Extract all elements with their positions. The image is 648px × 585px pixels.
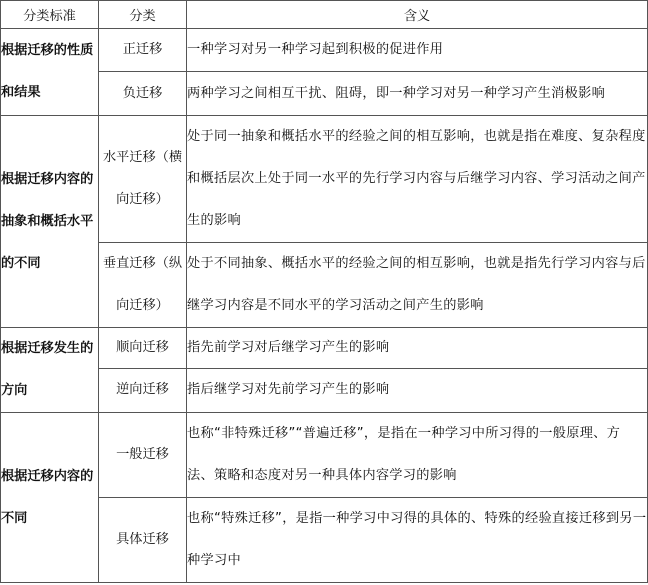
category-label: 正迁移 <box>122 42 163 57</box>
table-row <box>1 368 648 412</box>
category-label: 负迁移 <box>122 85 163 101</box>
table-row <box>1 116 648 243</box>
category-cell <box>99 243 187 328</box>
header-row <box>1 1 648 29</box>
category-cell <box>99 498 187 583</box>
category-cell <box>99 72 187 116</box>
criterion-cell: 根据迁移发生的方向 <box>1 328 99 413</box>
table-row <box>1 328 648 369</box>
table-row <box>1 498 648 583</box>
category-label: 顺向迁移 <box>116 339 169 355</box>
meaning-cell: 指后继学习对先前学习产生的影响 <box>187 368 648 412</box>
category-label: 具体迁移 <box>116 532 169 547</box>
category-cell <box>99 413 187 498</box>
category-cell <box>99 328 187 369</box>
table-row <box>1 243 648 328</box>
meaning-cell: 指先前学习对后继学习产生的影响 <box>187 328 648 369</box>
table-row <box>1 72 648 116</box>
meaning-cell: 也称“非特殊迁移”“普遍迁移”，是指在一种学习中所习得的一般原理、方法、策略和态度对另一种具体内容学习的影响 <box>187 413 648 498</box>
header-criterion: 分类标准 <box>1 1 99 29</box>
header-category: 分类 <box>99 1 187 29</box>
category-cell <box>99 29 187 72</box>
category-label: 一般迁移 <box>116 447 169 462</box>
meaning-cell: 也称“特殊迁移”，是指一种学习中习得的具体的、特殊的经验直接迁移到另一种学习中 <box>187 498 648 583</box>
header-meaning: 含义 <box>187 1 648 29</box>
criterion-cell: 根据迁移的性质和结果 <box>1 29 99 116</box>
table-row <box>1 413 648 498</box>
meaning-cell: 处于不同抽象、概括水平的经验之间的相互影响，也就是指先行学习内容与后继学习内容是不同水平的学习活动之间产生的影响 <box>187 243 648 328</box>
category-cell <box>99 116 187 243</box>
category-cell <box>99 368 187 412</box>
criterion-cell: 根据迁移内容的不同 <box>1 413 99 583</box>
category-label: 垂直迁移（纵向迁移） <box>102 256 183 313</box>
table-row <box>1 29 648 72</box>
category-label: 水平迁移（横向迁移） <box>102 150 183 207</box>
category-label: 逆向迁移 <box>116 382 169 398</box>
meaning-cell: 处于同一抽象和概括水平的经验之间的相互影响，也就是指在难度、复杂程度和概括层次上处于同一水平的先行学习内容与后继学习内容、学习活动之间产生的影响 <box>187 116 648 243</box>
criterion-cell: 根据迁移内容的抽象和概括水平的不同 <box>1 116 99 328</box>
meaning-cell: 两种学习之间相互干扰、阻碍，即一种学习对另一种学习产生消极影响 <box>187 72 648 116</box>
meaning-cell: 一种学习对另一种学习起到积极的促进作用 <box>187 29 648 72</box>
